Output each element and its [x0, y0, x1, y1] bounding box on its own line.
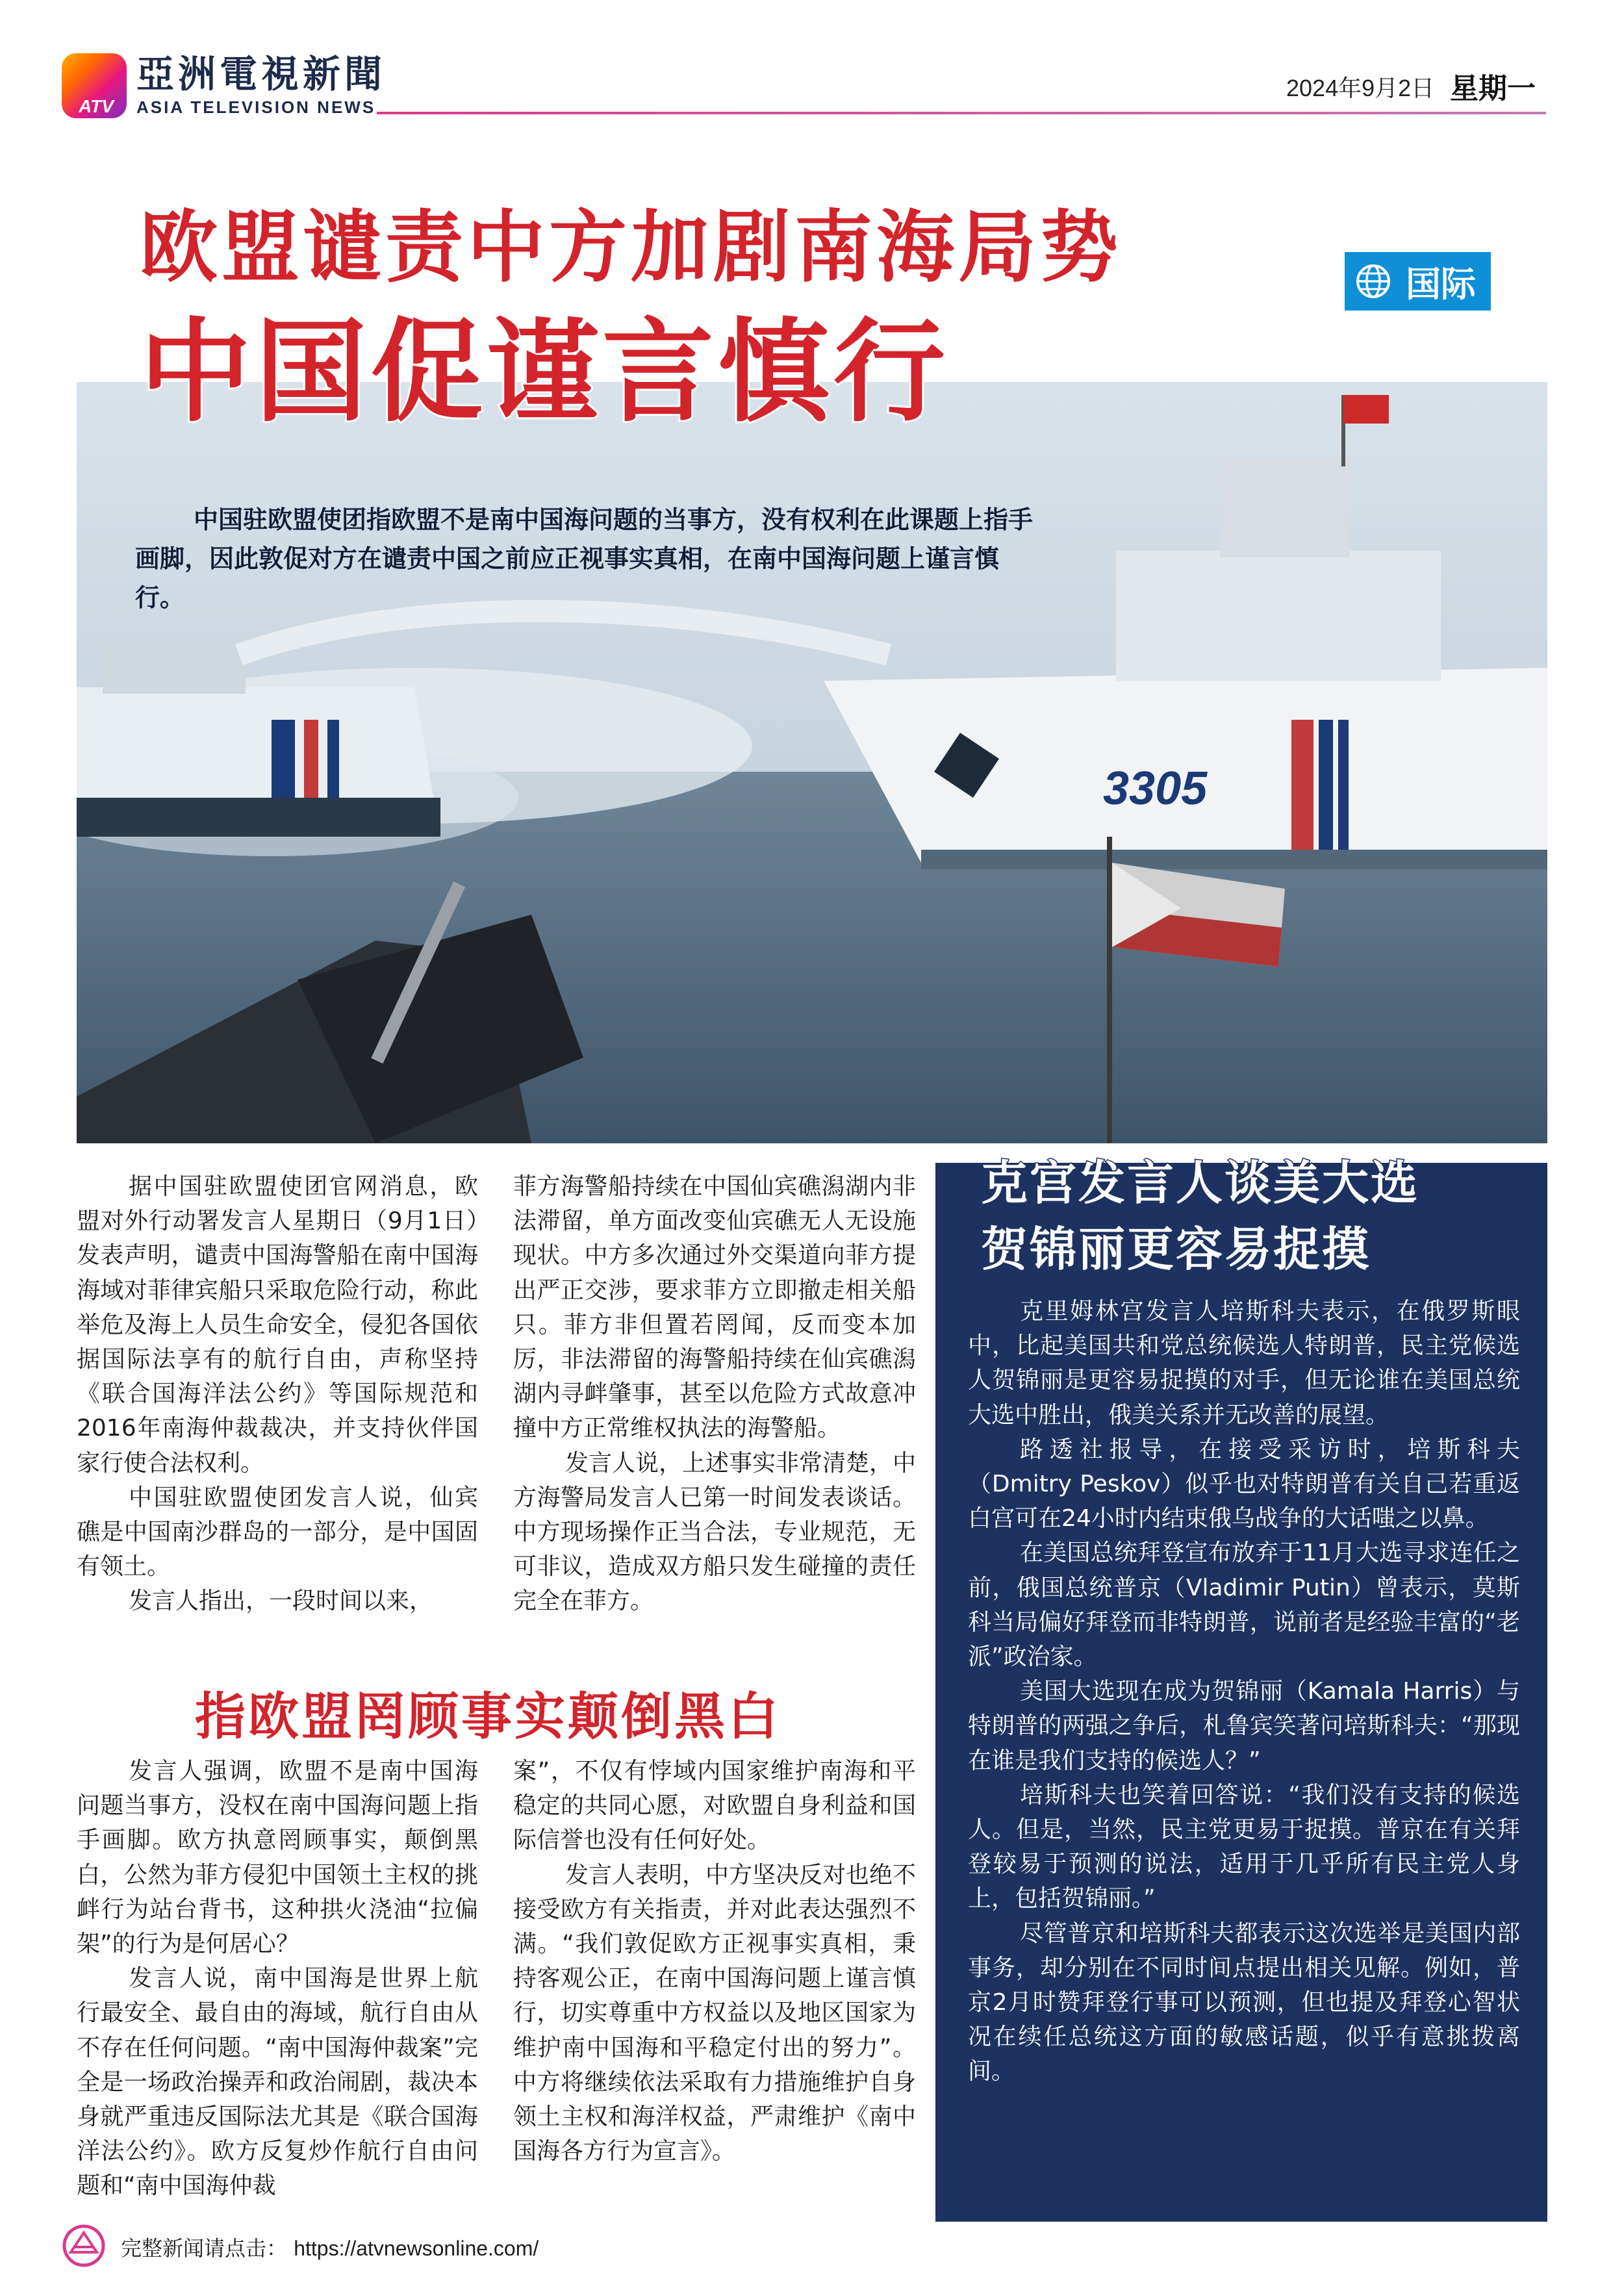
issue-weekday: 星期一 — [1450, 72, 1536, 105]
article-column-3 — [77, 1754, 478, 2203]
atv-logo-text: ATV — [79, 96, 114, 116]
article-paragraph: 中国驻欧盟使团发言人说，仙宾礁是中国南沙群岛的一部分，是中国固有领土。 — [77, 1484, 478, 1581]
sidebar-paragraph: 培斯科夫也笑着回答说：“我们没有支持的候选人。但是，当然，民主党更易于捉摸。普京在有关拜登较易于预测的说法，适用于几乎所有民主党人身上，包括贺锦丽。” — [968, 1781, 1520, 1912]
sidebar-headline-line-2: 贺锦丽更容易捉摸 — [981, 1222, 1371, 1276]
sidebar-paragraph: 路透社报导，在接受采访时，培斯科夫（Dmitry Peskov）似乎也对特朗普有关自己若重返白宫可在24小时内结束俄乌战争的大话嗤之以鼻。 — [968, 1436, 1520, 1532]
footer-link[interactable] — [121, 2232, 539, 2262]
sidebar-headline — [981, 1150, 1419, 1282]
sidebar-paragraph: 克里姆林宫发言人培斯科夫表示，在俄罗斯眼中，比起美国共和党总统候选人特朗普，民主党候选人贺锦丽是更容易捉摸的对手，但无论谁在美国总统大选中胜出，俄美关系并无改善的展望。 — [968, 1298, 1520, 1429]
brand-name-english: ASIA TELEVISION NEWS — [136, 97, 376, 117]
footer-url[interactable]: https://atvnewsonline.com/ — [294, 2237, 539, 2260]
sidebar-article — [968, 1294, 1520, 2089]
sidebar-paragraph: 在美国总统拜登宣布放弃于11月大选寻求连任之前，俄国总统普京（Vladimir Putin）曾表示，莫斯科当局偏好拜登而非特朗普，说前者是经验丰富的“老派”政治家。 — [968, 1540, 1520, 1671]
article-paragraph: 发言人强调，欧盟不是南中国海问题当事方，没权在南中国海问题上指手画脚。欧方执意罔顾事实，颠倒黑白，公然为菲方侵犯中国领土主权的挑衅行为站台背书，这种拱火浇油“拉偏架”的行为是何居心？ — [77, 1758, 478, 1958]
article-paragraph: 发言人说，上述事实非常清楚，中方海警局发言人已第一时间发表谈话。中方现场操作正当合法，专业规范，无可非议，造成双方船只发生碰撞的责任完全在菲方。 — [513, 1449, 917, 1615]
sidebar-headline-line-1: 克宫发言人谈美大选 — [981, 1156, 1420, 1210]
brand-name-chinese: 亞洲電視新聞 — [136, 52, 387, 96]
article-paragraph: 发言人表明，中方坚决反对也绝不接受欧方有关指责，并对此表达强烈不满。“我们敦促欧方正视事实真相，秉持客观公正，在南中国海问题上谨言慎行，切实尊重中方权益以及地区国家为维护南中国海和平稳定付出的努力”。中方将继续依法采取有力措施维护自身领土主权和海洋权益，严肃维护《南中国海各方行为宣言》。 — [513, 1861, 917, 2165]
article-paragraph: 发言人说，南中国海是世界上航行最安全、最自由的海域，航行自由从不存在任何问题。“南中国海仲裁案”完全是一场政治操弄和政治闹剧，裁决本身就严重违反国际法尤其是《联合国海洋法公约》。欧方反复炒作航行自由问题和“南中国海仲裁 — [77, 1965, 478, 2200]
sidebar-paragraph: 尽管普京和培斯科夫都表示这次选举是美国内部事务，却分别在不同时间点提出相关见解。例如，普京2月时赞拜登行事可以预测，但也提及拜登心智状况在续任总统这方面的敏感话题，似乎有意挑拨离间。 — [968, 1920, 1520, 2085]
headline-primary: 欧盟谴责中方加剧南海局势 — [140, 203, 1122, 293]
sidebar-paragraph: 美国大选现在成为贺锦丽（Kamala Harris）与特朗普的两强之争后，札鲁宾笑著问培斯科夫：“那现在谁是我们支持的候选人？” — [968, 1678, 1520, 1774]
article-paragraph: 发言人指出，一段时间以来， — [129, 1588, 433, 1615]
news-photo — [77, 382, 1547, 1143]
footer-label: 完整新闻请点击： — [121, 2236, 288, 2261]
article-paragraph: 案”，不仅有悖域内国家维护南海和平稳定的共同心愿，对欧盟自身利益和国际信誉也没有任何好处。 — [513, 1758, 916, 1854]
atv-logo-icon — [62, 2224, 106, 2268]
category-tag-label: 国际 — [1406, 263, 1476, 305]
article-subheading: 指欧盟罔顾事实颠倒黑白 — [195, 1688, 781, 1746]
header-divider — [377, 112, 1546, 114]
coast-guard-ships-illustration — [77, 382, 1547, 1143]
headline-secondary: 中国促谨言慎行 — [140, 307, 949, 437]
photo-caption: 中国驻欧盟使团指欧盟不是南中国海问题的当事方，没有权利在此课题上指手画脚，因此敦促对方在谴责中国之前应正视事实真相，在南中国海问题上谨言慎行。 — [135, 505, 1034, 612]
globe-icon — [1355, 263, 1391, 299]
issue-date: 2024年9月2日 — [1286, 75, 1435, 101]
article-column-2 — [513, 1169, 916, 1619]
article-column-4 — [513, 1754, 916, 2168]
article-column-1 — [77, 1169, 478, 1619]
atv-logo-mark — [62, 53, 127, 118]
hull-number: 3305 — [1103, 763, 1208, 815]
article-paragraph: 据中国驻欧盟使团官网消息，欧盟对外行动署发言人星期日（9月1日）发表声明，谴责中国海警船在南中国海海域对菲律宾船只采取危险行动，称此举危及海上人员生命安全，侵犯各国依据国际法享有的航行自由，声称坚持《联合国海洋法公约》等国际规范和2016年南海仲裁裁决，并支持伙伴国家行使合法权利。 — [77, 1173, 478, 1477]
article-paragraph: 菲方海警船持续在中国仙宾礁潟湖内非法滞留，单方面改变仙宾礁无人无设施现状。中方多次通过外交渠道向菲方提出严正交涉，要求菲方立即撤走相关船只。菲方非但置若罔闻，反而变本加厉，非法滞留的海警船持续在仙宾礁潟湖内寻衅肇事，甚至以危险方式故意冲撞中方正常维权执法的海警船。 — [513, 1173, 916, 1442]
category-tag[interactable] — [1345, 252, 1491, 311]
